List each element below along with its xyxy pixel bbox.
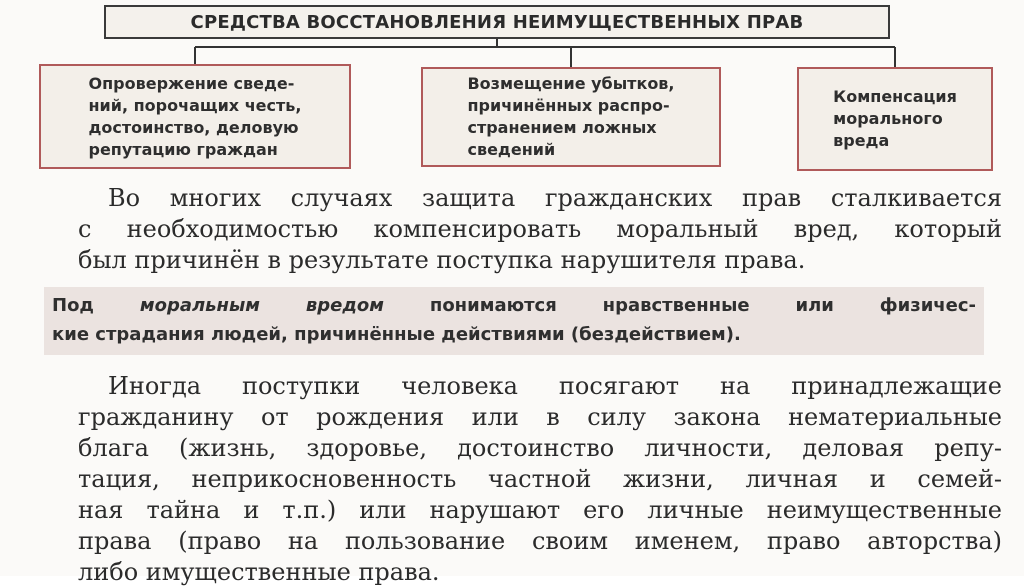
definition-line — [52, 291, 976, 320]
definition-term: моральным вредом — [139, 295, 384, 316]
text-line: был причинён в результате поступка нарушителя права. — [78, 246, 806, 274]
box-line: странением ложных — [467, 118, 657, 137]
box-line: Возмещение убытков, — [467, 74, 675, 93]
box-line: Опровержение сведе- — [88, 73, 295, 93]
box-line: причинённых распро- — [467, 96, 670, 115]
box-line: репутацию граждан — [88, 139, 278, 159]
box-line: ний, порочащих честь, — [88, 95, 302, 115]
text-line: тация, неприкосновенность частной жизни, личная и семей- — [78, 465, 1002, 493]
diagram-title: СРЕДСТВА ВОССТАНОВЛЕНИЯ НЕИМУЩЕСТВЕННЫХ ПРАВ — [104, 5, 890, 39]
text-line: права (право на пользование своим именем, право авторства) — [78, 527, 1002, 555]
text-line: ная тайна и т.п.) или нарушают его личные неимущественные — [78, 496, 1002, 524]
box-line: морального — [833, 109, 943, 128]
definition-line: кие страдания людей, причинённые действиями (бездействием). — [52, 324, 741, 345]
box-line: Компенсация — [833, 87, 957, 106]
paragraph-moral-harm-intro — [78, 183, 1002, 276]
box-line: вреда — [833, 131, 890, 150]
box-line: достоинство, деловую — [88, 117, 299, 137]
text-line: с необходимостью компенсировать моральный вред, который — [78, 215, 1002, 243]
diagram-box-damages — [421, 67, 721, 167]
box-line: сведений — [467, 140, 556, 159]
text-line: либо имущественные права. — [78, 558, 440, 586]
diagram-box-refutation — [39, 64, 351, 169]
text-line: Иногда поступки человека посягают на принадлежащие — [108, 372, 1002, 400]
text-line: гражданину от рождения или в силу закона нематериальные — [78, 403, 1002, 431]
diagram-box-compensation — [797, 67, 993, 171]
definition-text: понимаются нравственные или физичес- — [383, 295, 977, 316]
paragraph-intangible-benefits — [78, 371, 1002, 588]
text-line: Во многих случаях защита гражданских прав сталкивается — [108, 184, 1002, 212]
text-line: блага (жизнь, здоровье, достоинство личности, деловая репу- — [78, 434, 1002, 462]
definition-box — [44, 287, 984, 355]
definition-prefix: Под — [52, 295, 140, 316]
